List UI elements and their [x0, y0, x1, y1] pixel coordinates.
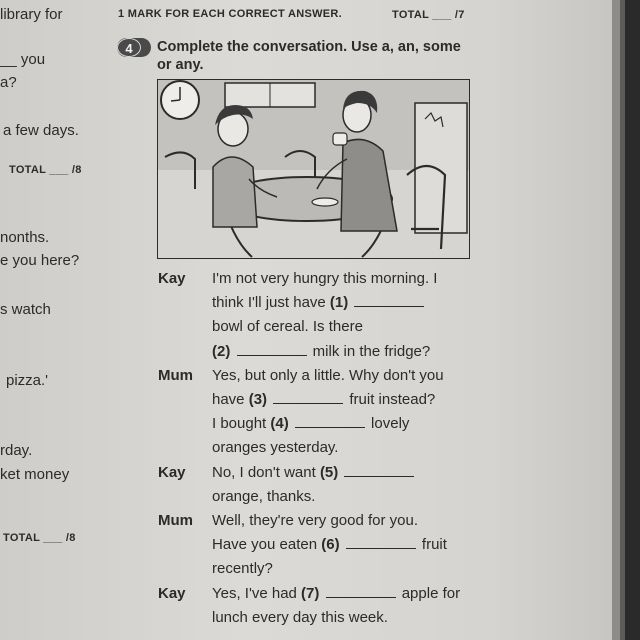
dialogue-line [212, 536, 447, 553]
instruction-line-2: or any. [157, 57, 204, 73]
speaker-label: Kay [158, 270, 186, 287]
dialogue-line [212, 270, 437, 287]
blank-number: (5) [319, 463, 343, 481]
fridge [415, 103, 467, 233]
dialogue-line [212, 439, 338, 456]
line-text: Yes, but only a little. Why don't you [212, 366, 444, 384]
left-fragment: s watch [0, 301, 51, 318]
dialogue-line [212, 585, 460, 602]
blank-number: (6) [321, 536, 344, 554]
left-total: TOTAL ___ /8 [3, 532, 76, 544]
blank-number: (7) [301, 584, 324, 602]
line-text: bowl of cereal. Is there [212, 318, 363, 336]
dialogue-line [212, 415, 409, 432]
speaker-label: Kay [158, 584, 186, 602]
answer-blank[interactable] [237, 354, 307, 356]
left-fragment: rday. [0, 442, 33, 459]
kitchen-illustration [157, 79, 470, 259]
dialogue-line [212, 318, 363, 335]
left-fragment: library for [0, 6, 63, 23]
line-text: Yes, I've had [212, 584, 302, 602]
bowl [312, 198, 338, 206]
line-text: I bought [212, 415, 271, 433]
line-text: apple for [397, 584, 461, 602]
blank-number: (4) [270, 415, 293, 433]
line-text: lunch every day this week. [212, 608, 388, 626]
exercise-badge [117, 38, 151, 57]
line-text: Well, they're very good for you. [212, 512, 419, 529]
speaker-label: Kay [158, 463, 186, 481]
line-text: Have you eaten [212, 536, 322, 554]
dialogue-line [212, 343, 430, 360]
line-text: orange, thanks. [212, 487, 316, 505]
left-fragment: nonths. [0, 229, 50, 246]
line-text: oranges yesterday. [212, 439, 339, 457]
page-edge [612, 0, 620, 640]
speaker-label: Mum [158, 512, 193, 529]
dialogue-line [212, 464, 416, 481]
answer-blank[interactable] [346, 547, 416, 549]
left-fragment: pizza.' [6, 372, 49, 389]
blank-number: (2) [212, 342, 235, 360]
answer-blank[interactable] [344, 475, 414, 477]
speaker-label: Mum [158, 366, 193, 384]
left-fragment: __ you [0, 51, 46, 68]
blank-number: (1) [329, 294, 353, 312]
line-text: think I'll just have [212, 294, 330, 312]
line-text: I'm not very hungry this morning. I [212, 270, 438, 287]
answer-blank[interactable] [326, 596, 396, 598]
page-edge [625, 0, 640, 640]
left-total: TOTAL ___ /8 [9, 164, 82, 176]
line-text: have [212, 391, 249, 408]
total-header: TOTAL ___ /7 [392, 9, 465, 21]
left-fragment: ket money [0, 466, 70, 483]
dialogue-line [212, 512, 418, 529]
dialogue-line [212, 560, 273, 577]
marks-header: 1 MARK FOR EACH CORRECT ANSWER. [118, 8, 343, 20]
dialogue-line [212, 488, 315, 505]
line-text: milk in the fridge? [308, 342, 431, 360]
dialogue-line [212, 391, 435, 408]
answer-blank[interactable] [295, 426, 365, 428]
line-text: lovely [366, 415, 410, 433]
exercise-number: 4 [117, 38, 141, 57]
line-text: fruit [417, 536, 447, 554]
instruction-line-1: Complete the conversation. Use a, an, some [157, 39, 461, 55]
line-text: recently? [212, 560, 273, 578]
blank-number: (3) [248, 391, 272, 408]
dialogue-line [212, 367, 444, 384]
line-text: fruit instead? [345, 391, 436, 408]
mug-icon [333, 133, 347, 145]
left-fragment: a few days. [3, 122, 79, 139]
line-text: No, I don't want [212, 463, 320, 481]
dialogue-line [212, 294, 426, 311]
left-fragment: a? [0, 74, 17, 91]
answer-blank[interactable] [354, 305, 424, 307]
answer-blank[interactable] [273, 402, 343, 404]
left-fragment: e you here? [0, 252, 80, 269]
clock-icon [161, 81, 199, 119]
dialogue-line [212, 609, 388, 626]
